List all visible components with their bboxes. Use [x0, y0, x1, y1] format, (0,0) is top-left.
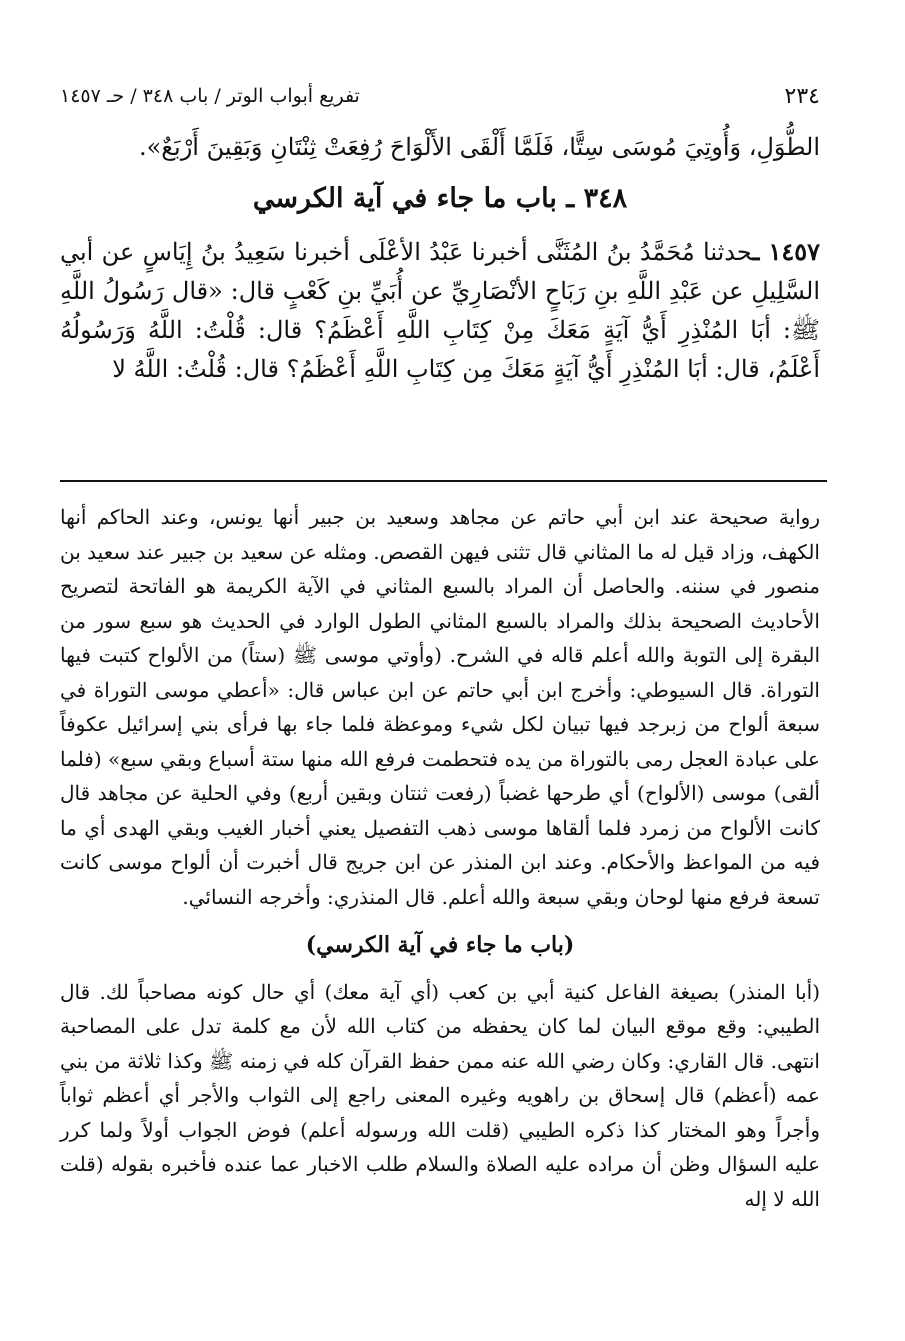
commentary — [60, 500, 820, 1216]
hadith-paragraph — [60, 232, 820, 389]
commentary-paragraph-2: (أبا المنذر) بصيغة الفاعل كنية أبي بن كعب (أي آية معك) أي حال كونه مصاحباً لك. قال الطيبي: وقع موقع البيان لما كان يحفظه من كتاب الله لأن مع كلمة تدل على المصاحبة انتهى. قال القاري: وكان رضي الله عنه ممن حفظ القرآن كله في زمنه ﷺ وكذا ثلاثة من بني عمه (أعظم) قال إسحاق بن راهويه وغيره المعنى راجع إلى الثواب والأجر أي أعظم ثواباً وأجراً وهو المختار كذا ذكره الطيبي (قلت الله ورسوله أعلم) فوض الجواب أولاً ولما كرر عليه السؤال وظن أن مراده عليه الصلاة والسلام طلب الاخبار عما عنده فأخبره بقوله (قلت الله لا إله — [60, 979, 820, 1211]
continuation-text: الطُّوَلِ، وَأُوتِيَ مُوسَى سِتًّا، فَلَمَّا أَلْقَى الأَلْوَاحَ رُفِعَتْ ثِنْتَانِ وَبَقِينَ أَرْبَعٌ». — [138, 133, 820, 161]
hadith-text: حدثنا مُحَمَّدُ بنُ المُثَنَّى أخبرنا عَبْدُ الأعْلَى أخبرنا سَعِيدُ بنُ إِيَاسٍ عن أبي السَّلِيلِ عن عَبْدِ اللَّهِ بنِ رَبَاحٍ الأنْصَارِيِّ عن أُبَيِّ بنِ كَعْبٍ قال: «قال رَسُولُ اللَّهِ ﷺ: أبَا المُنْذِرِ أَيُّ آيَةٍ مَعَكَ مِنْ كِتَابِ اللَّهِ أَعْظَمُ؟ قال: قُلْتُ: اللَّهُ وَرَسُولُهُ أَعْلَمُ، قال: أبَا المُنْذِرِ أَيُّ آيَةٍ مَعَكَ مِن كِتَابِ اللَّهِ أَعْظَمُ؟ قال: قُلْتُ: اللَّهُ لا — [60, 238, 820, 383]
hadith-number: ١٤٥٧ ـ — [752, 237, 820, 266]
main-text — [60, 128, 820, 389]
footnote-divider — [60, 480, 827, 482]
page-header — [60, 78, 820, 114]
page-number: ٢٣٤ — [784, 83, 820, 109]
commentary-paragraph-1: رواية صحيحة عند ابن أبي حاتم عن مجاهد وسعيد بن جبير أنها يونس، وعند الحاكم أنها الكهف، وزاد قيل له ما المثاني قال تثنى فيهن القصص. ومثله عن سعيد بن جبير عند سعيد بن منصور في سننه. والحاصل أن المراد بالسبع المثاني في الآية الكريمة هو الفاتحة لتصريح الأحاديث الصحيحة بذلك والمراد بالسبع المثاني الطول الوارد في الحديث هو سبع سور من البقرة إلى التوبة والله أعلم قاله في الشرح. (وأوتي موسى ﷺ (ستاً) من الألواح كتبت فيها التوراة. قال السيوطي: وأخرج ابن أبي حاتم عن ابن عباس قال: «أعطي موسى التوراة في سبعة ألواح من زبرجد فيها تبيان لكل شيء وموعظة فلما جاء بها فرأى بني إسرائيل عكوفاً على عبادة العجل رمى بالتوراة من يده فتحطمت فرفع الله منها ستة أسباع وبقي سبع» (فلما ألقى) موسى (الألواح) أي طرحها غضباً (رفعت ثنتان وبقين أربع) وفي الحلية عن مجاهد قال كانت الألواح من زمرد فلما ألقاها موسى ذهب التفصيل يعني أخبار الغيب وبقي الهدى أي ما فيه من المواعظ والأحكام. وعند ابن المنذر عن ابن جريج قال أخبرت أن ألواح موسى كانت تسعة فرفع منها لوحان وبقي سبعة والله أعلم. قال المنذري: وأخرجه النسائي. — [60, 505, 820, 909]
running-head: تفريع أبواب الوتر / باب ٣٤٨ / حـ ١٤٥٧ — [60, 85, 360, 107]
commentary-sub-title: (باب ما جاء في آية الكرسي) — [305, 932, 575, 958]
chapter-title: ٣٤٨ ـ باب ما جاء في آية الكرسي — [252, 183, 628, 214]
